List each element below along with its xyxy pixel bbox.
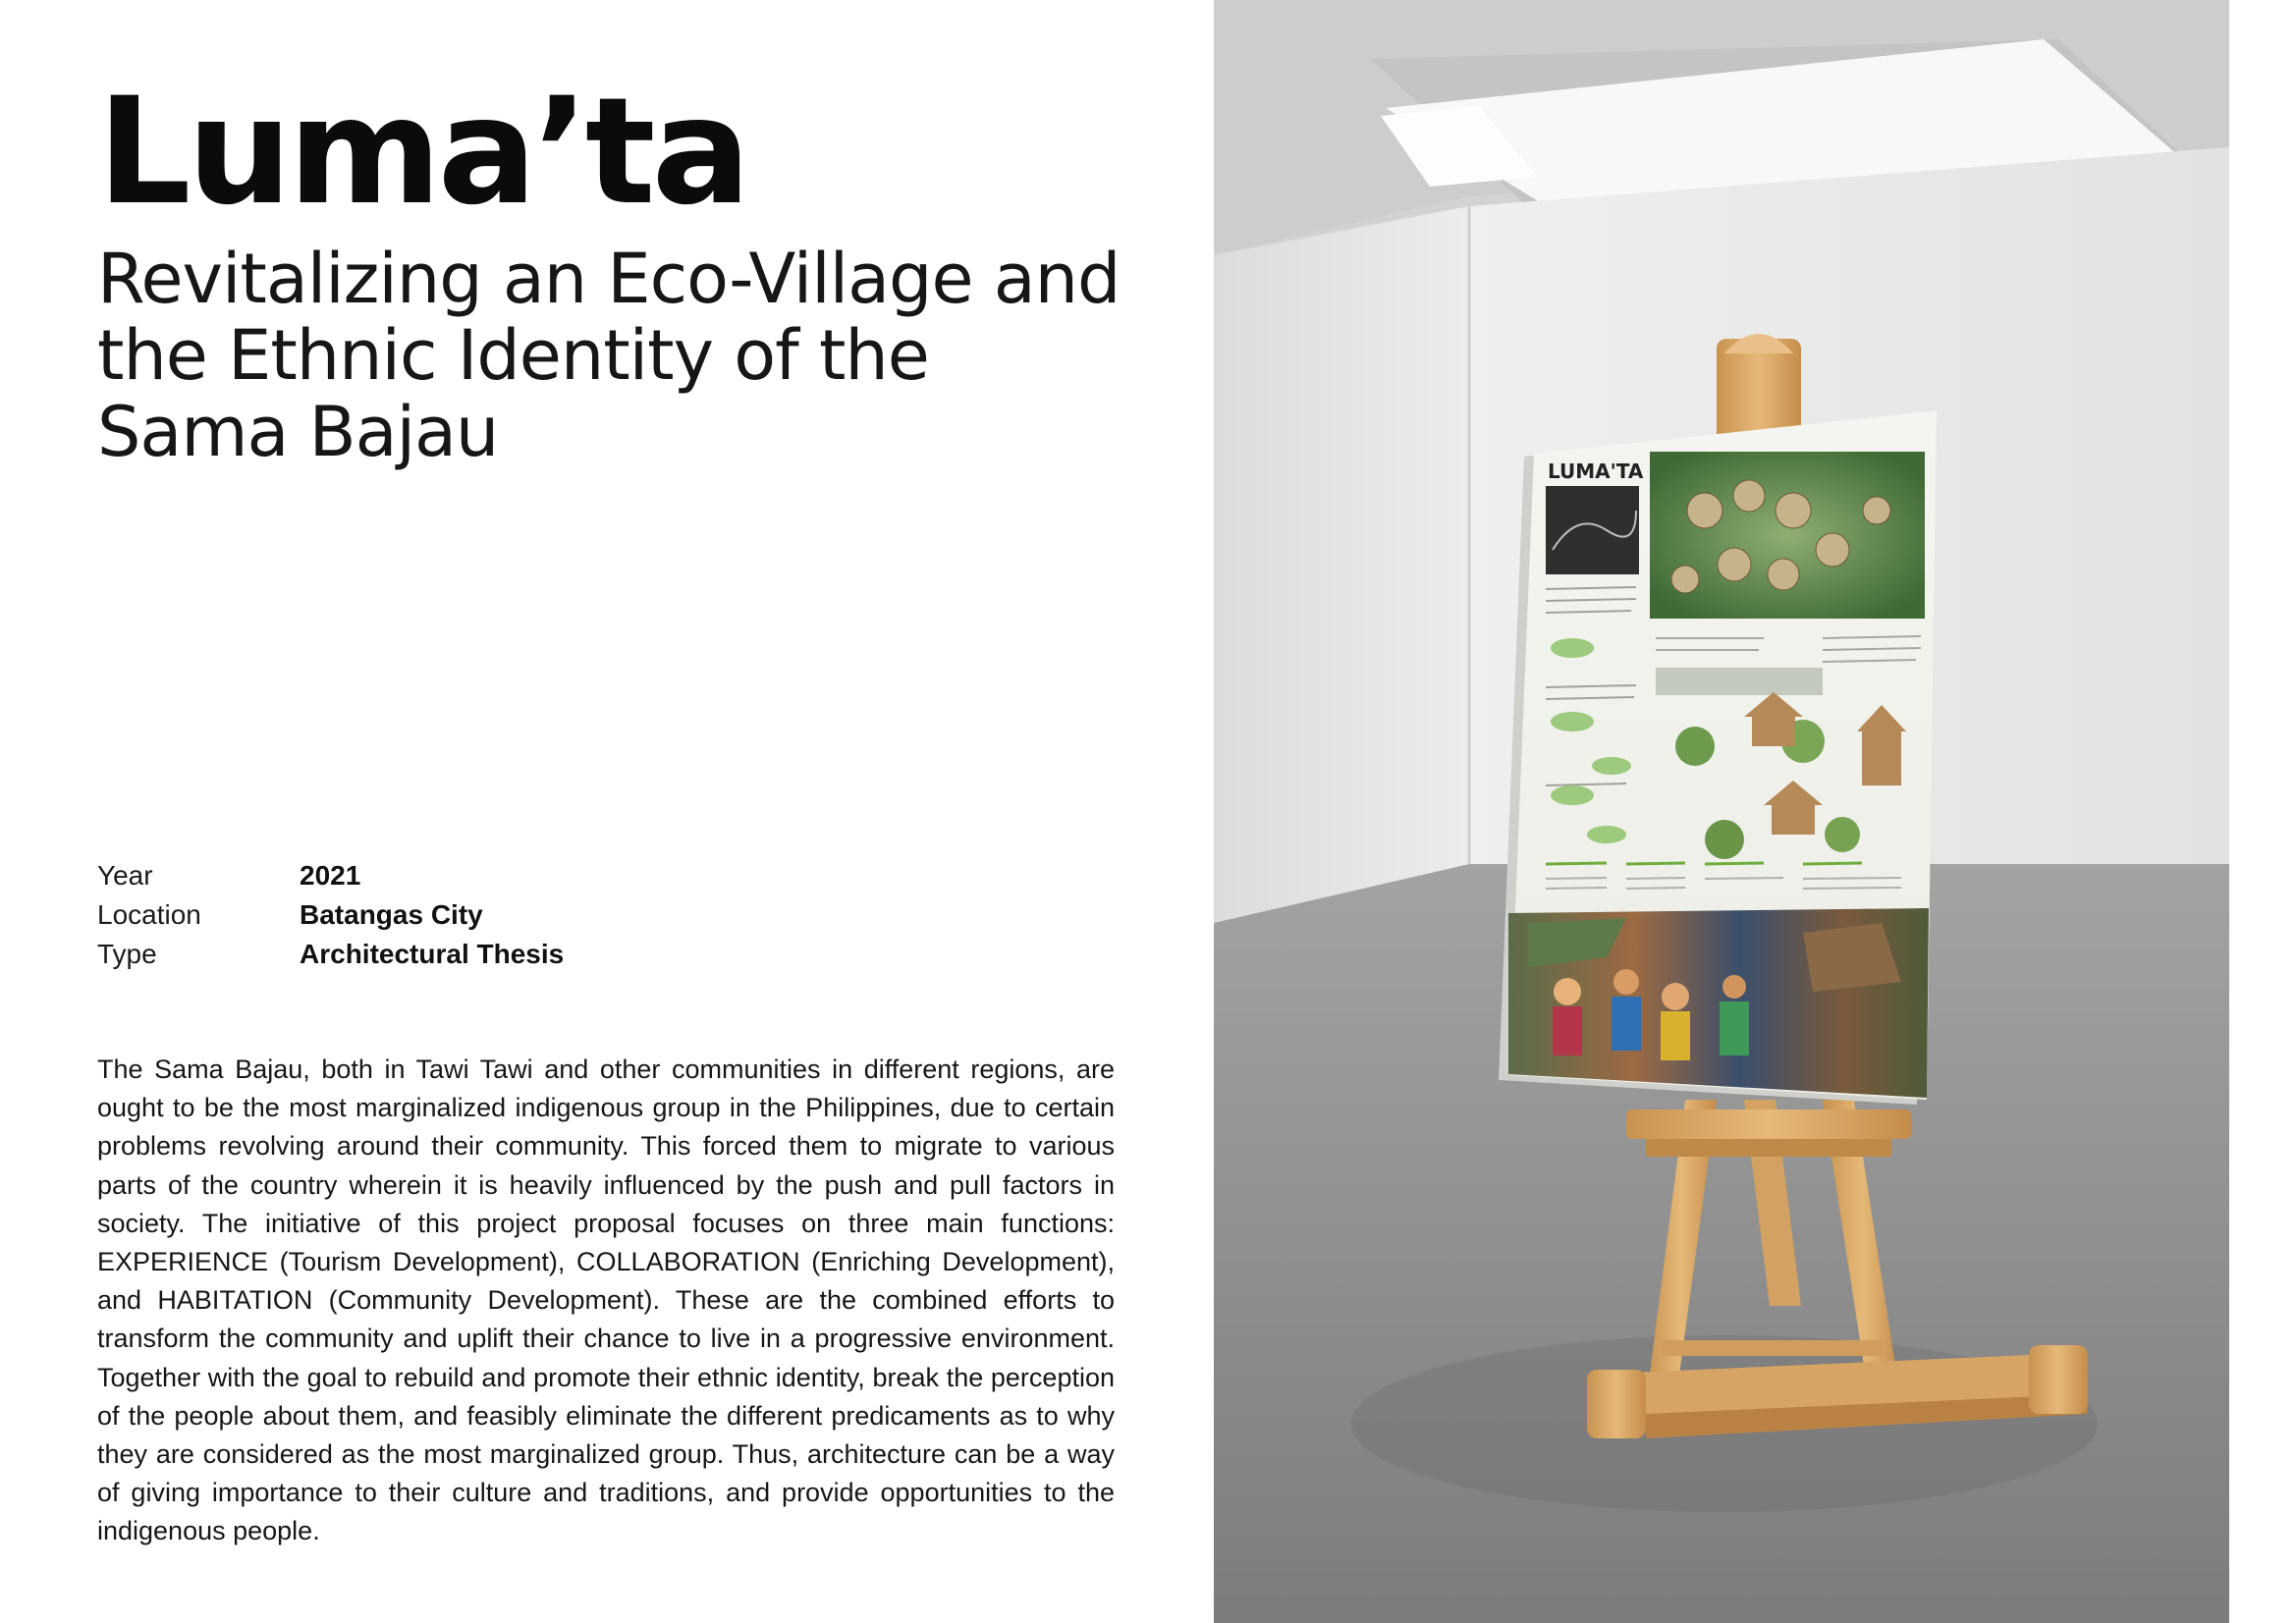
project-description: The Sama Bajau, both in Tawi Tawi and other communities in different regions, are ought to be the most marginalized indigenous group in the Philippines, due to certain problems revolving around their community. This forced them to migrate to various parts of the country wherein it is heavily influenced by the push and pull factors in society. The initiative of this project proposal focuses on three main functions: EXPERIENCE (Tourism Development), COLLABORATION (Enriching Development), and HABITATION (Community Development). These are the combined efforts to transform the community and uplift their chance to live in a progressive environment. Together with the goal to rebuild and promote their ethnic identity, break the perception of the people about them, and feasibly eliminate the different predicaments as to why they are considered as the most marginalized group. Thus, architecture can be a way of giving importance to their culture and traditions, and provide opportunities to the indigenous people. bbox=[97, 1055, 1115, 1546]
detail-value: Batangas City bbox=[300, 899, 483, 930]
left-wall bbox=[1214, 206, 1469, 923]
detail-row-type bbox=[97, 935, 564, 974]
easel-foot-left bbox=[1587, 1370, 1646, 1438]
easel-crossbar bbox=[1661, 1340, 1886, 1356]
detail-label: Year bbox=[97, 860, 153, 891]
detail-label: Type bbox=[97, 939, 157, 969]
poster-master-plan bbox=[1650, 452, 1925, 619]
easel-tray bbox=[1626, 1109, 1911, 1139]
project-title: Luma’ta bbox=[97, 67, 747, 238]
detail-row-year bbox=[97, 856, 564, 895]
poster-section-strip bbox=[1656, 668, 1823, 695]
exhibition-photo bbox=[1214, 0, 2229, 1623]
project-details bbox=[97, 856, 564, 974]
subtitle-line: the Ethnic Identity of the bbox=[97, 315, 929, 396]
gallery-scene bbox=[1214, 0, 2229, 1623]
easel-tray-lip bbox=[1646, 1139, 1891, 1157]
poster-site-map bbox=[1546, 486, 1639, 574]
poster-title: LUMA'TA bbox=[1548, 460, 1644, 483]
subtitle-line: Sama Bajau bbox=[97, 392, 499, 472]
subtitle-line: Revitalizing an Eco-Village and bbox=[97, 239, 1121, 319]
detail-row-location bbox=[97, 895, 564, 935]
project-subtitle bbox=[97, 241, 1197, 470]
easel-foot-right bbox=[2029, 1345, 2088, 1414]
detail-label: Location bbox=[97, 899, 201, 930]
detail-value: Architectural Thesis bbox=[300, 939, 565, 969]
detail-value: 2021 bbox=[300, 860, 361, 891]
